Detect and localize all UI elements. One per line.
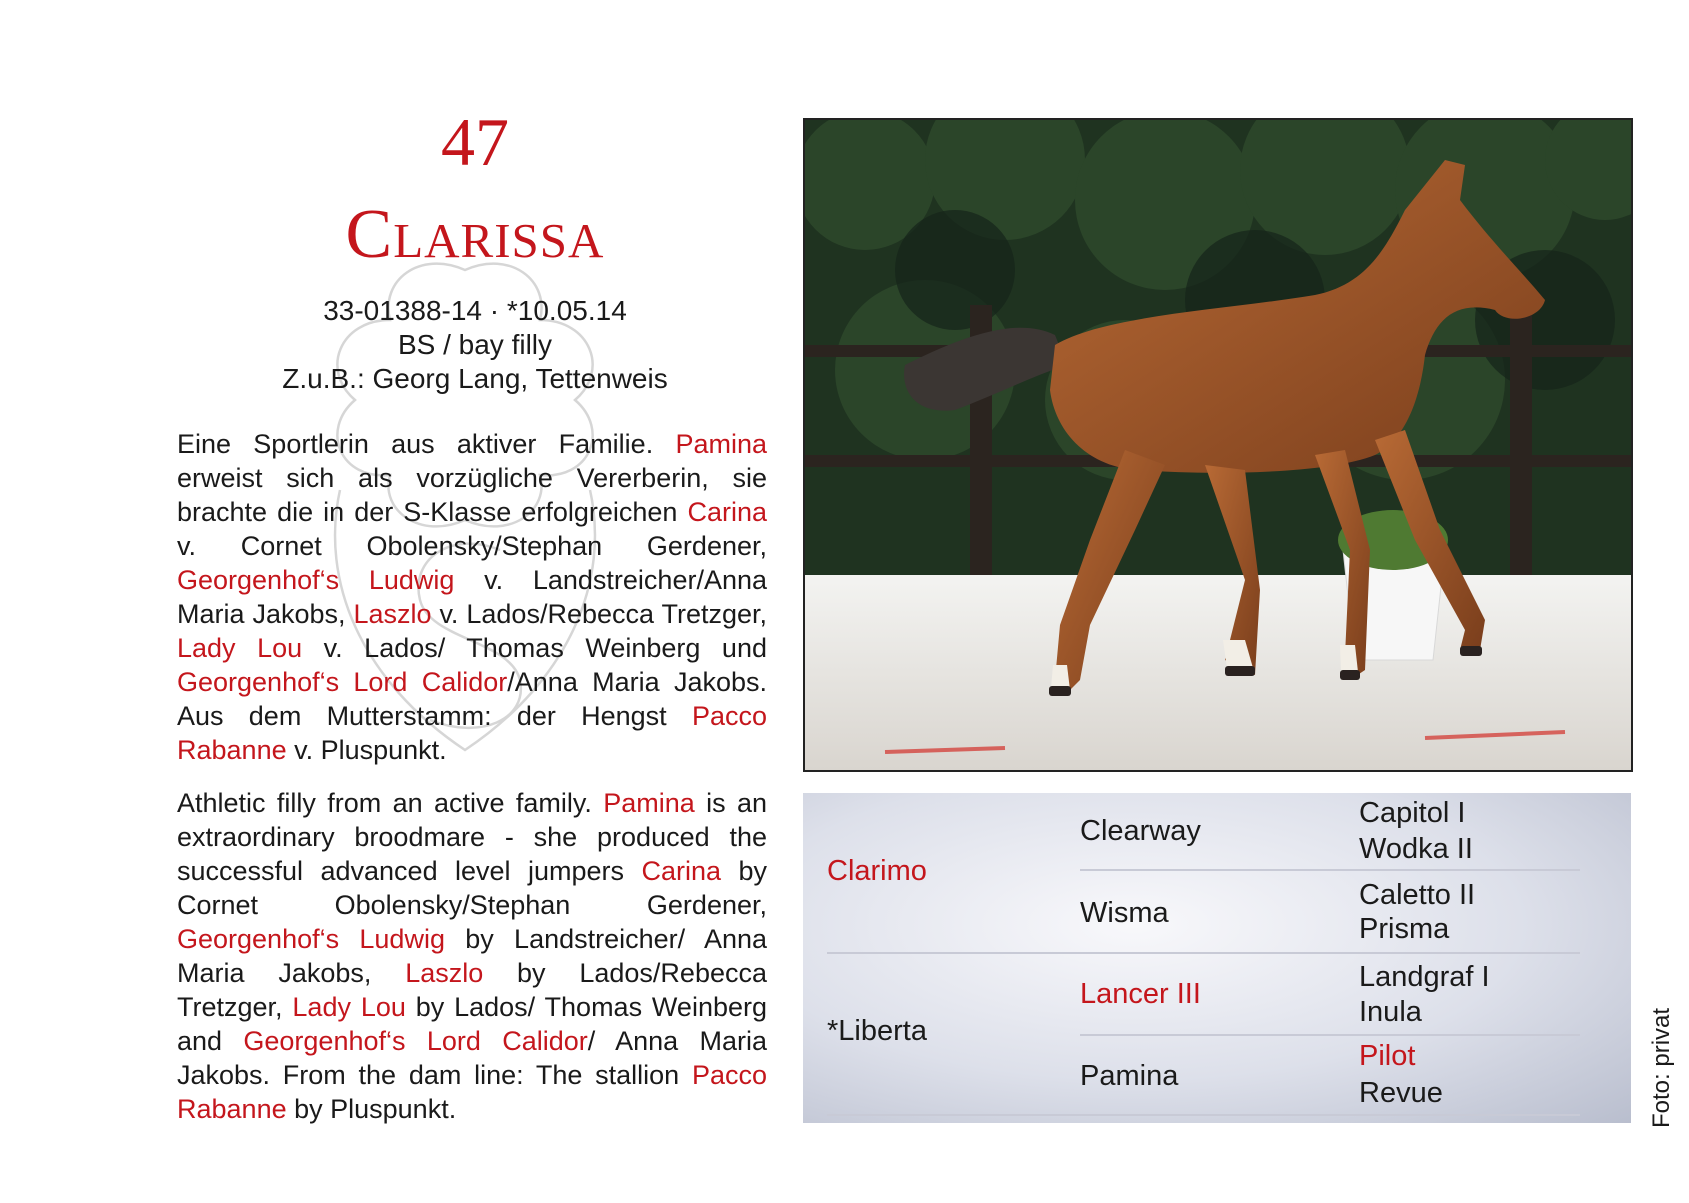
body-text: by Cornet Obolensky/Stephan Gerdener,	[177, 856, 767, 920]
pedigree-ggs: Capitol I	[1359, 797, 1466, 829]
body-text: by Lados/Rebecca Tretzger,	[177, 958, 767, 1022]
horse-name-highlight: Pamina	[603, 788, 695, 818]
body-text: is an extraordinary broodmare - she produced the successful advanced level jumpers	[177, 788, 767, 886]
pedigree-sire-sire: Clearway	[1080, 815, 1201, 847]
pedigree-divider	[827, 1114, 1580, 1116]
pedigree-ggd: Prisma	[1359, 913, 1450, 945]
foal-photo-illustration	[805, 120, 1631, 770]
english-description	[177, 786, 767, 1126]
body-text: v. Lados/Rebecca Tretzger,	[431, 599, 767, 629]
pedigree-sire: Clarimo	[827, 855, 927, 887]
horse-name-highlight: Carina	[641, 856, 722, 886]
horse-name-highlight: Georgenhof‘s Lord Calidor	[243, 1026, 588, 1056]
body-text: Athletic filly from an active family.	[177, 788, 604, 818]
pedigree-divider	[827, 952, 1580, 954]
horse-name-highlight: Laszlo	[405, 958, 484, 988]
body-text: / Anna Maria Jakobs. From the dam line: The stallion	[177, 1026, 767, 1090]
body-text: by Pluspunkt.	[286, 1094, 457, 1124]
horse-name: Clarissa	[345, 196, 605, 273]
body-text: v. Landstreicher/Anna Maria Jakobs,	[177, 565, 768, 629]
horse-name-highlight: Georgenhof‘s Ludwig	[177, 924, 445, 954]
german-description	[177, 427, 767, 767]
pedigree-ggd: Revue	[1359, 1077, 1443, 1109]
registration-line: 33-01388-14 · *10.05.14	[323, 295, 627, 326]
body-text: /Anna Maria Jakobs. Aus dem Mutterstamm: der Hengst	[177, 667, 767, 731]
breeder-line: Z.u.B.: Georg Lang, Tettenweis	[282, 363, 668, 394]
horse-name-highlight: Pamina	[675, 429, 767, 459]
body-text: Eine Sportlerin aus aktiver Familie.	[177, 429, 676, 459]
pedigree-ggs: Pilot	[1359, 1040, 1416, 1072]
horse-name-highlight: Pacco Rabanne	[177, 701, 767, 765]
pedigree-divider	[1080, 869, 1580, 871]
horse-name-highlight: Pacco Rabanne	[177, 1060, 767, 1124]
pedigree-ggs: Caletto II	[1359, 879, 1476, 911]
pedigree-sire-dam: Wisma	[1080, 897, 1169, 929]
pedigree-ggs: Landgraf I	[1359, 961, 1490, 993]
pedigree-ggd: Wodka II	[1359, 833, 1473, 865]
pedigree-dam-sire: Lancer III	[1080, 978, 1201, 1010]
body-text: v. Cornet Obolensky/Stephan Gerdener,	[177, 531, 767, 561]
horse-name-highlight: Lady Lou	[292, 992, 406, 1022]
photo-credit: Foto: privat	[1648, 1007, 1675, 1128]
horse-name-highlight: Laszlo	[353, 599, 432, 629]
horse-name-highlight: Georgenhof‘s Ludwig	[177, 565, 455, 595]
pedigree-table	[803, 793, 1631, 1123]
horse-name-highlight: Carina	[687, 497, 767, 527]
pedigree-ggd: Inula	[1359, 996, 1422, 1028]
body-text: by Landstreicher/ Anna Maria Jakobs,	[177, 924, 768, 988]
pedigree-dam: *Liberta	[827, 1015, 927, 1047]
body-text: erweist sich als vorzügliche Vererberin, sie brachte die in der S-Klasse erfolgreichen	[177, 463, 767, 527]
foal-photo	[803, 118, 1633, 772]
pedigree-dam-dam: Pamina	[1080, 1060, 1179, 1092]
lot-number: 47	[441, 104, 509, 180]
body-text: v. Lados/ Thomas Weinberg und	[302, 633, 767, 663]
horse-name-highlight: Lady Lou	[177, 633, 303, 663]
body-text: by Lados/ Thomas Weinberg and	[177, 992, 768, 1056]
body-text: v. Pluspunkt.	[286, 735, 447, 765]
pedigree-divider	[1080, 1034, 1580, 1036]
breed-line: BS / bay filly	[397, 329, 553, 360]
horse-name-highlight: Georgenhof‘s Lord Calidor	[177, 667, 508, 697]
